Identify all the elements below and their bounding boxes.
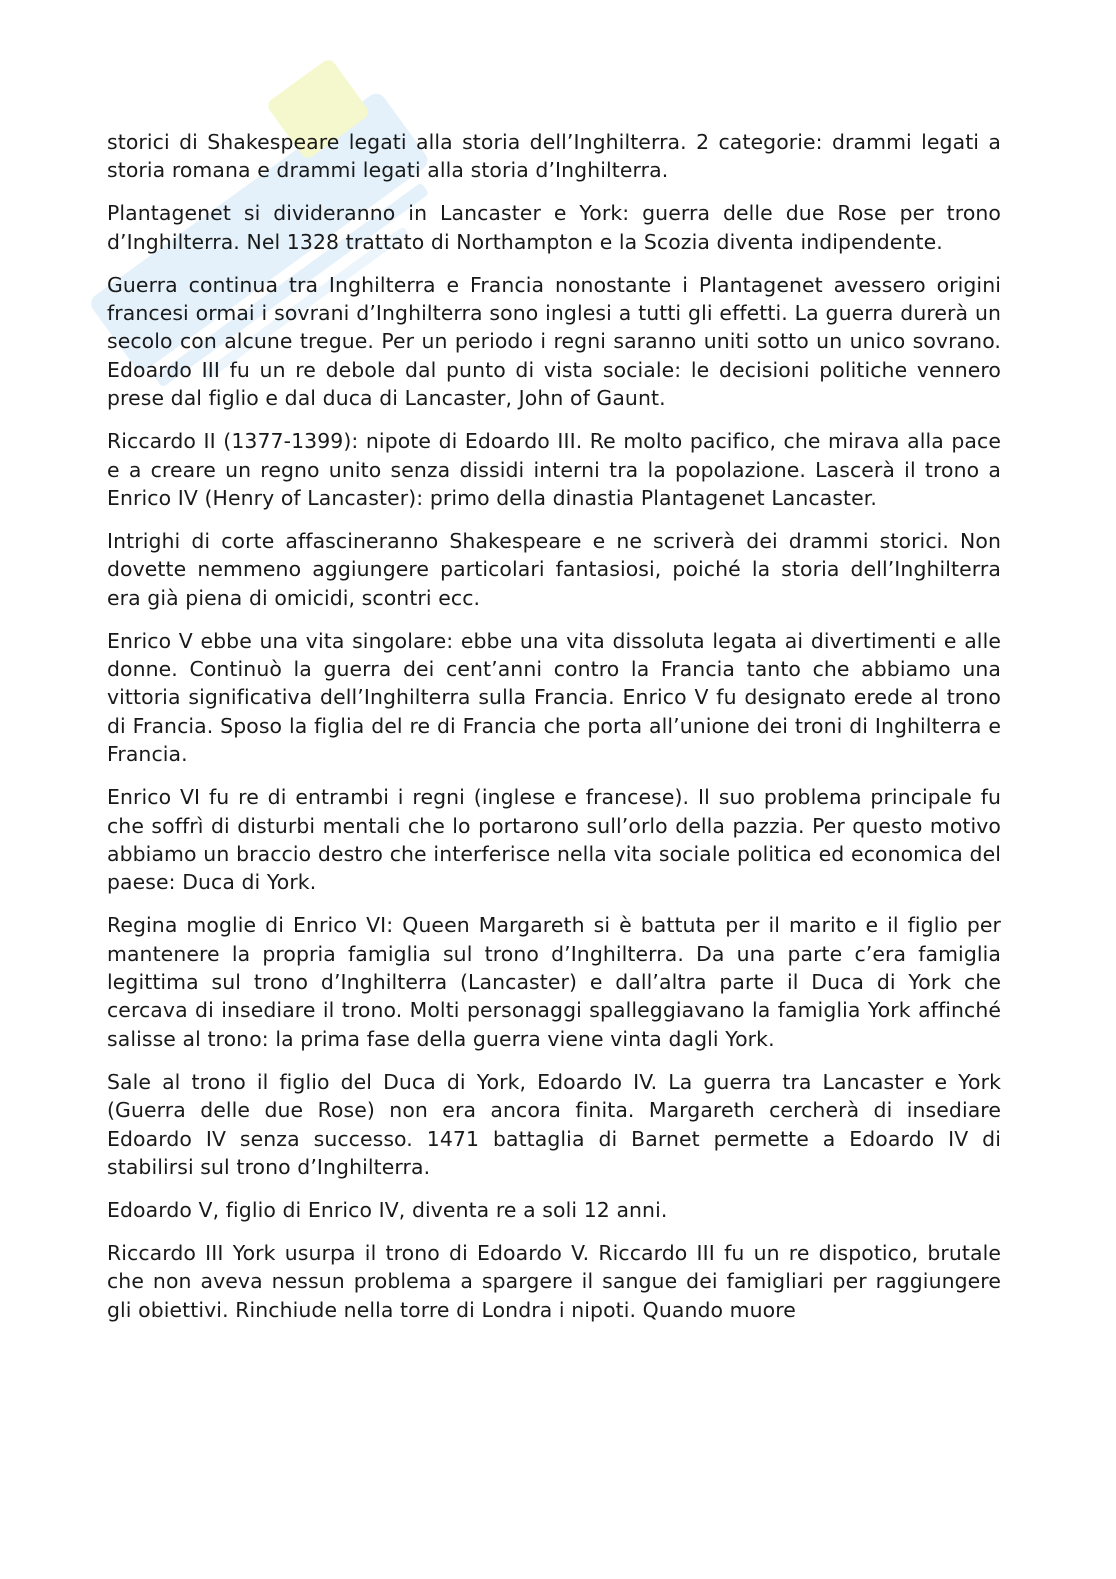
paragraph: Riccardo II (1377-1399): nipote di Edoardo III. Re molto pacifico, che mirava alla pace e a creare un regno unito senza dissidi interni tra la popolazione. Lascerà il trono a Enrico IV (Henry of Lancaster): primo della dinastia Plantagenet Lancaster. <box>107 429 1001 510</box>
paragraph: Riccardo III York usurpa il trono di Edoardo V. Riccardo III fu un re dispotico, brutale che non aveva nessun problema a spargere il sangue dei famigliari per raggiungere gli obiettivi. Rinchiude nella torre di Londra i nipoti. Quando muore <box>107 1240 1001 1322</box>
paragraph: Guerra continua tra Inghilterra e Francia nonostante i Plantagenet avessero origini francesi ormai i sovrani d’Inghilterra sono inglesi a tutti gli effetti. La guerra durerà un secolo con alcune tregue. Per un periodo i regni saranno uniti sotto un unico sovrano. Edoardo III fu un re debole dal punto di vista sociale: le decisioni politiche vennero prese dal figlio e dal duca di Lancaster, John of Gaunt. <box>107 272 1001 411</box>
paragraph: Intrighi di corte affascineranno Shakespeare e ne scriverà dei drammi storici. Non dovette nemmeno aggiungere particolari fantasiosi, poiché la storia dell’Inghilterra era già piena di omicidi, scontri ecc. <box>107 528 1001 610</box>
paragraph: Sale al trono il figlio del Duca di York, Edoardo IV. La guerra tra Lancaster e York (Guerra delle due Rose) non era ancora finita. Margareth cercherà di insediare Edoardo IV senza successo. 1471 battaglia di Barnet permette a Edoardo IV di stabilirsi sul trono d’Inghilterra. <box>107 1069 1001 1179</box>
paragraph: storici di Shakespeare legati alla storia dell’Inghilterra. 2 categorie: drammi legati a storia romana e drammi legati alla storia d’Inghilterra. <box>107 130 1001 183</box>
paragraph: Enrico V ebbe una vita singolare: ebbe una vita dissoluta legata ai divertimenti e alle donne. Continuò la guerra dei cent’anni contro la Francia tanto che abbiamo una vittoria significativa dell’Inghilterra sulla Francia. Enrico V fu designato erede al trono di Francia. Sposo la figlia del re di Francia che porta all’unione dei troni di Inghilterra e Francia. <box>107 628 1001 767</box>
paragraph: Regina moglie di Enrico VI: Queen Margareth si è battuta per il marito e il figlio per mantenere la propria famiglia sul trono d’Inghilterra. Da una parte c’era famiglia legittima sul trono d’Inghilterra (Lancaster) e dall’altra parte il Duca di York che cercava di insediare il trono. Molti personaggi spalleggiavano la famiglia York affinché salisse al trono: la prima fase della guerra viene vinta dagli York. <box>107 913 1001 1051</box>
paragraph: Plantagenet si divideranno in Lancaster e York: guerra delle due Rose per trono d’Inghilterra. Nel 1328 trattato di Northampton e la Scozia diventa indipendente. <box>107 201 1001 254</box>
paragraph: Enrico VI fu re di entrambi i regni (inglese e francese). Il suo problema principale fu che soffrì di disturbi mentali che lo portarono sull’orlo della pazzia. Per questo motivo abbiamo un braccio destro che interferisce nella vita sociale politica ed economica del paese: Duca di York. <box>107 785 1001 895</box>
paragraph: Edoardo V, figlio di Enrico IV, diventa re a soli 12 anni. <box>107 1197 668 1222</box>
document-body <box>107 128 1001 1339</box>
